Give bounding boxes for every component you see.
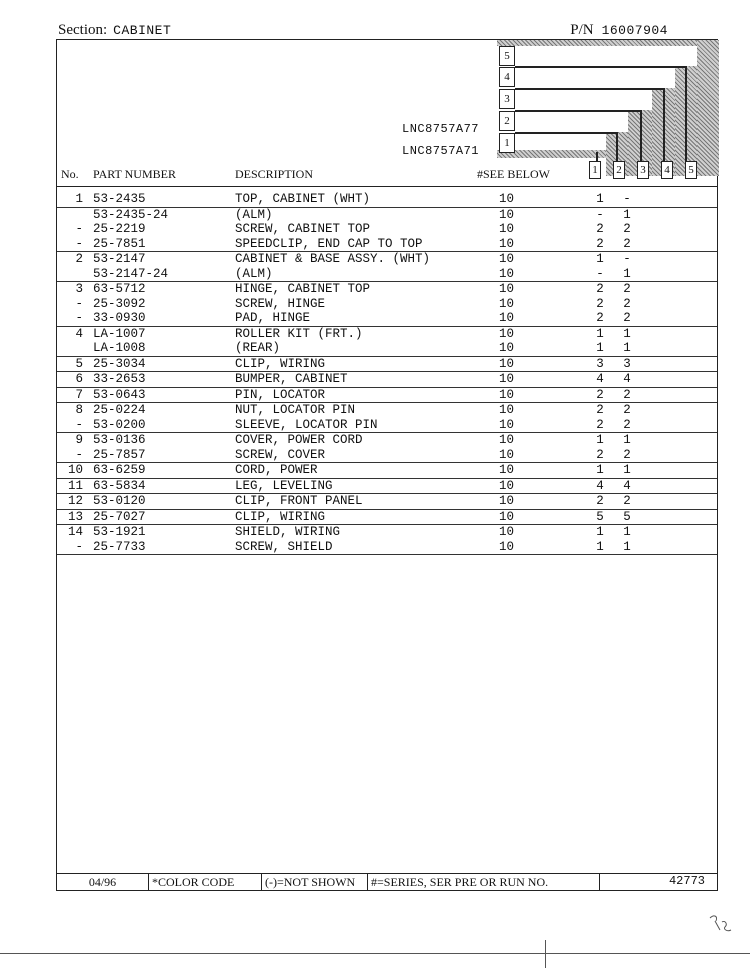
column-header-part-number: PART NUMBER [93,167,176,181]
quantity-col-1: 4 [596,478,604,493]
part-number: 53-0136 [93,433,146,447]
see-below-code: 10 [499,266,515,281]
item-number: 4 [75,326,83,341]
item-number: 3 [75,282,83,296]
quantity-col-1: 1 [596,525,604,539]
column-number-4: 4 [661,161,673,179]
item-number: - [75,222,83,236]
part-description: SCREW, HINGE [235,296,326,311]
item-number: - [75,311,83,325]
part-description: COVER, POWER CORD [235,433,363,447]
quantity-col-2: 2 [623,387,631,402]
part-number: LA-1007 [93,326,146,341]
index-box-5: 5 [499,46,515,66]
page-header [58,22,718,40]
bracket-line-5 [515,66,687,68]
column-header-see-below: #SEE BELOW [477,167,550,181]
section-label [58,22,171,39]
quantity-col-1: 2 [596,296,604,311]
see-below-code: 10 [499,236,515,251]
part-description: (REAR) [235,341,281,355]
quantity-col-2: 1 [623,266,631,281]
see-below-code: 10 [499,252,515,266]
part-number: 63-6259 [93,463,146,477]
item-number: - [75,447,83,462]
quantity-col-1: 1 [596,341,604,355]
quantity-col-2: 1 [623,525,631,539]
section-label-text: Section: [58,22,108,38]
part-number: 53-0200 [93,417,146,432]
column-number-5: 5 [685,161,697,179]
part-description: SPEEDCLIP, END CAP TO TOP [235,236,423,251]
table-row [57,479,717,495]
part-number: 25-2219 [93,222,146,236]
table-row [57,494,717,510]
model-number-a77: LNC8757A77 [402,122,480,136]
quantity-col-2: 1 [623,433,631,447]
see-below-code: 10 [499,494,515,508]
quantity-col-2: 2 [623,494,631,508]
table-row [57,463,717,479]
part-description: CABINET & BASE ASSY. (WHT) [235,252,431,266]
part-number: 53-1921 [93,525,146,539]
part-description: TOP, CABINET (WHT) [235,192,371,206]
part-description: CLIP, WIRING [235,356,326,371]
see-below-code: 10 [499,447,515,462]
quantity-col-1: - [596,207,604,222]
item-number: 9 [75,433,83,447]
footer-color-code: *COLOR CODE [149,874,262,890]
part-description: SCREW, SHIELD [235,539,333,554]
item-number: 1 [75,192,83,206]
quantity-col-1: 2 [596,282,604,296]
see-below-code: 10 [499,417,515,432]
part-number: 63-5834 [93,478,146,493]
quantity-col-1: 5 [596,509,604,524]
table-row [57,525,717,540]
quantity-col-1: 2 [596,403,604,417]
table-row [57,311,717,327]
part-description: PAD, HINGE [235,311,311,325]
quantity-col-2: 4 [623,478,631,493]
part-description: (ALM) [235,207,273,222]
index-box-4: 4 [499,67,515,87]
column-number-2: 2 [613,161,625,179]
bracket-drop-3 [640,110,642,168]
item-number: 13 [67,509,83,524]
part-description: ROLLER KIT (FRT.) [235,326,363,341]
quantity-col-2: 2 [623,296,631,311]
table-row [57,192,717,208]
index-box-3: 3 [499,89,515,109]
quantity-col-1: 1 [596,192,604,206]
model-header-area [57,40,717,187]
quantity-col-1: 3 [596,356,604,371]
quantity-col-2: 2 [623,417,631,432]
item-number: 2 [75,252,83,266]
part-number: 53-0643 [93,387,146,402]
item-number: 11 [67,478,83,493]
model-number-a71: LNC8757A71 [402,144,480,158]
quantity-col-1: 2 [596,236,604,251]
table-row [57,208,717,223]
part-number: 25-0224 [93,403,146,417]
part-description: PIN, LOCATOR [235,387,326,402]
part-number: 25-3034 [93,356,146,371]
quantity-col-2: 5 [623,509,631,524]
bracket-drop-5 [685,66,687,168]
part-number: 53-2147 [93,252,146,266]
table-row [57,327,717,342]
footer-date: 04/96 [57,874,149,890]
footer-number: 42773 [668,874,705,888]
part-number: 33-0930 [93,311,146,325]
see-below-code: 10 [499,463,515,477]
part-number: 53-0120 [93,494,146,508]
index-box-2: 2 [499,111,515,131]
quantity-col-1: 2 [596,222,604,236]
quantity-col-2: 1 [623,207,631,222]
item-number: 10 [67,463,83,477]
item-number: 7 [75,387,83,402]
part-description: SCREW, CABINET TOP [235,222,371,236]
part-number: 25-7733 [93,539,146,554]
item-number: - [75,296,83,311]
quantity-col-2: - [623,192,631,206]
quantity-col-2: 1 [623,463,631,477]
part-number: 53-2435 [93,192,146,206]
quantity-col-2: 2 [623,236,631,251]
quantity-col-1: 1 [596,252,604,266]
footer-not-shown: (-)=NOT SHOWN [262,874,368,890]
quantity-col-1: 1 [596,539,604,554]
see-below-code: 10 [499,192,515,206]
column-number-1: 1 [589,161,601,179]
footer-series: #=SERIES, SER PRE OR RUN NO. [368,874,600,890]
see-below-code: 10 [499,478,515,493]
quantity-col-1: 2 [596,494,604,508]
parts-table-body [57,192,717,555]
quantity-col-1: 2 [596,417,604,432]
item-number: 5 [75,356,83,371]
see-below-code: 10 [499,207,515,222]
part-number: 25-7851 [93,236,146,251]
see-below-code: 10 [499,296,515,311]
see-below-code: 10 [499,356,515,371]
part-number: 25-7027 [93,509,146,524]
table-row [57,341,717,357]
column-header-description: DESCRIPTION [235,167,314,181]
hatch-top [497,40,719,46]
table-row [57,510,717,526]
see-below-code: 10 [499,509,515,524]
item-number: - [75,236,83,251]
table-row [57,222,717,237]
table-row [57,267,717,283]
see-below-code: 10 [499,539,515,554]
part-description: (ALM) [235,266,273,281]
table-row [57,252,717,267]
quantity-col-1: - [596,266,604,281]
see-below-code: 10 [499,282,515,296]
see-below-code: 10 [499,387,515,402]
part-description: CORD, POWER [235,463,318,477]
item-number: 8 [75,403,83,417]
quantity-col-2: 2 [623,311,631,325]
item-number: 6 [75,372,83,386]
part-description: SCREW, COVER [235,447,326,462]
pn-label: P/N [570,22,594,38]
part-description: SHIELD, WIRING [235,525,341,539]
item-number: 12 [67,494,83,508]
table-row [57,372,717,388]
part-description: HINGE, CABINET TOP [235,282,371,296]
quantity-col-2: 3 [623,356,631,371]
quantity-col-1: 4 [596,372,604,386]
footer-legend [57,873,717,890]
quantity-col-1: 1 [596,463,604,477]
see-below-code: 10 [499,311,515,325]
part-number: 53-2147-24 [93,266,169,281]
table-row [57,297,717,312]
see-below-code: 10 [499,222,515,236]
parts-list-frame [56,39,718,891]
see-below-code: 10 [499,326,515,341]
part-number: 25-7857 [93,447,146,462]
part-description: BUMPER, CABINET [235,372,348,386]
part-description: CLIP, FRONT PANEL [235,494,363,508]
page-bottom-rule [0,953,750,954]
table-row [57,282,717,297]
table-row [57,418,717,434]
table-row [57,540,717,556]
table-row [57,357,717,373]
quantity-col-2: 1 [623,341,631,355]
quantity-col-1: 1 [596,433,604,447]
quantity-col-2: 1 [623,326,631,341]
table-row [57,403,717,418]
quantity-col-2: 4 [623,372,631,386]
quantity-col-2: - [623,252,631,266]
item-number: - [75,539,83,554]
quantity-col-1: 2 [596,311,604,325]
part-number: 53-2435-24 [93,207,169,222]
see-below-code: 10 [499,372,515,386]
item-number: 14 [67,525,83,539]
part-number: LA-1008 [93,341,146,355]
table-row [57,448,717,464]
part-description: NUT, LOCATOR PIN [235,403,356,417]
part-number: 63-5712 [93,282,146,296]
quantity-col-1: 1 [596,326,604,341]
part-number-header [570,22,668,39]
section-value: CABINET [113,23,172,38]
see-below-code: 10 [499,403,515,417]
see-below-code: 10 [499,525,515,539]
bracket-line-4 [515,88,664,90]
hatch-col-5 [697,40,719,176]
quantity-col-1: 2 [596,447,604,462]
pn-value: 16007904 [601,23,668,38]
part-number: 25-3092 [93,296,146,311]
handwritten-mark-icon [706,912,736,938]
index-box-1: 1 [499,133,515,153]
see-below-code: 10 [499,341,515,355]
table-row [57,237,717,253]
quantity-col-2: 2 [623,447,631,462]
bracket-drop-4 [663,88,665,168]
see-below-code: 10 [499,433,515,447]
part-number: 33-2653 [93,372,146,386]
column-number-3: 3 [637,161,649,179]
bracket-line-3 [515,110,641,112]
quantity-col-1: 2 [596,387,604,402]
quantity-col-2: 1 [623,539,631,554]
page-bottom-tick [545,940,546,968]
part-description: CLIP, WIRING [235,509,326,524]
part-description: SLEEVE, LOCATOR PIN [235,417,378,432]
quantity-col-2: 2 [623,403,631,417]
table-row [57,388,717,404]
table-row [57,433,717,448]
part-description: LEG, LEVELING [235,478,333,493]
quantity-col-2: 2 [623,222,631,236]
item-number: - [75,417,83,432]
quantity-col-2: 2 [623,282,631,296]
bracket-line-2 [515,132,617,134]
column-header-no: No. [61,167,79,181]
